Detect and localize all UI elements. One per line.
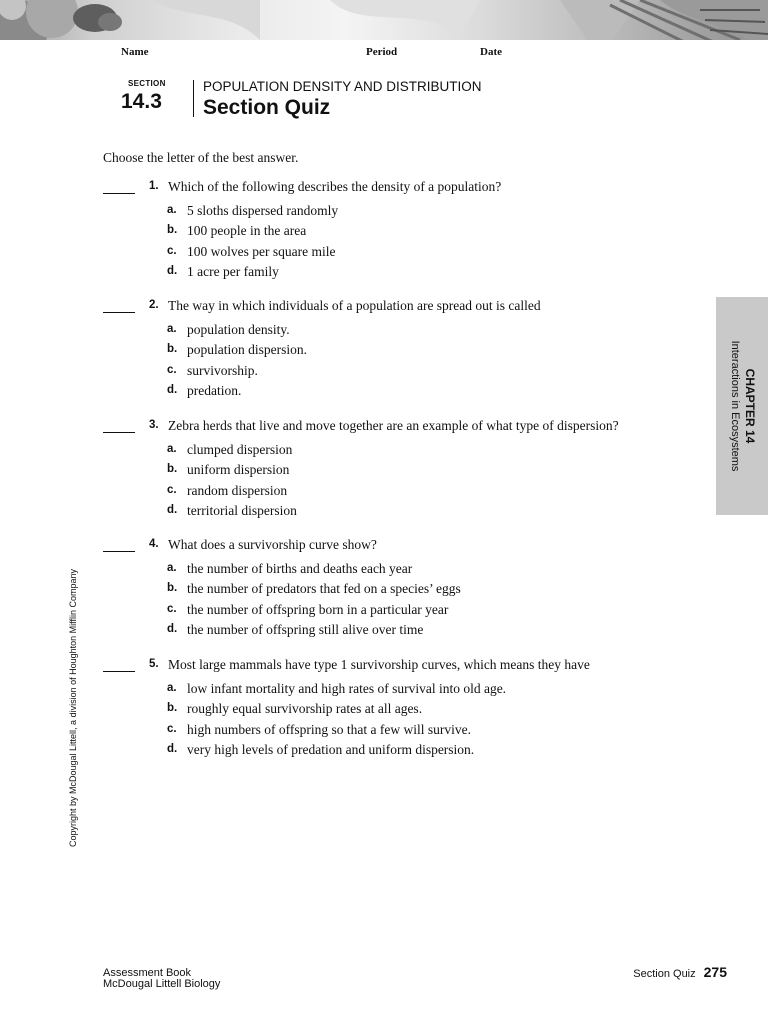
question-text: Which of the following describes the density of a population? <box>168 179 502 194</box>
option-letter: d. <box>167 743 178 756</box>
option-text: 1 acre per family <box>187 264 279 280</box>
option-text: low infant mortality and high rates of survival into old age. <box>187 681 507 696</box>
option-letter: b. <box>167 463 178 476</box>
option-text: random dispersion <box>187 482 288 498</box>
heading-divider <box>193 80 194 117</box>
option <box>103 462 703 482</box>
option <box>103 561 703 581</box>
footer-book: Assessment Book <box>103 967 192 979</box>
option-letter: b. <box>167 343 178 356</box>
option <box>103 503 703 523</box>
option <box>103 223 703 243</box>
option-text: very high levels of predation and uniform dispersion. <box>187 742 475 758</box>
date-label: Date <box>480 46 502 58</box>
option <box>103 203 703 223</box>
option <box>103 701 703 721</box>
question-text: What does a survivorship curve show? <box>168 537 377 552</box>
question-number: 2. <box>149 299 159 311</box>
option <box>103 742 703 762</box>
option-text: clumped dispersion <box>187 442 293 457</box>
option-letter: c. <box>167 722 177 735</box>
option-letter: a. <box>167 682 177 694</box>
footer-right <box>633 964 727 980</box>
option-letter: b. <box>167 224 178 237</box>
question-text: The way in which individuals of a population are spread out is called <box>168 298 541 313</box>
option-text: uniform dispersion <box>187 462 290 478</box>
option-text: high numbers of offspring so that a few will survive. <box>187 721 471 737</box>
question-number: 4. <box>149 538 159 550</box>
section-number: 14.3 <box>121 90 162 113</box>
option-letter: c. <box>167 483 177 496</box>
chapter-title: Interactions in Ecosystems <box>729 340 741 472</box>
name-label: Name <box>121 46 149 58</box>
answer-blank-5[interactable] <box>103 671 135 672</box>
option-text: the number of predators that fed on a species’ eggs <box>187 581 461 597</box>
question-5 <box>103 657 703 763</box>
answer-blank-2[interactable] <box>103 312 135 313</box>
option-text: the number of births and deaths each year <box>187 561 413 576</box>
option-text: territorial dispersion <box>187 503 297 519</box>
chapter-number: CHAPTER 14 <box>743 368 757 444</box>
option-text: roughly equal survivorship rates at all ages. <box>187 701 423 717</box>
option-letter: a. <box>167 562 177 574</box>
option-letter: a. <box>167 323 177 335</box>
option <box>103 722 703 742</box>
option <box>103 342 703 362</box>
option-letter: d. <box>167 504 178 517</box>
option-text: the number of offspring born in a particular year <box>187 601 449 617</box>
option-letter: c. <box>167 602 177 615</box>
page-number: 275 <box>703 964 727 980</box>
option-letter: d. <box>167 265 178 278</box>
option-text: 5 sloths dispersed randomly <box>187 203 339 218</box>
instructions: Choose the letter of the best answer. <box>103 150 299 165</box>
question-text: Most large mammals have type 1 survivorship curves, which means they have <box>168 657 590 672</box>
option <box>103 244 703 264</box>
option-text: population density. <box>187 322 290 337</box>
chapter-tab-text <box>727 341 757 472</box>
option-letter: d. <box>167 384 178 397</box>
question-4 <box>103 537 703 643</box>
option <box>103 383 703 403</box>
page-title: Section Quiz <box>203 96 331 119</box>
option-letter: d. <box>167 623 178 636</box>
option-letter: a. <box>167 204 177 216</box>
option <box>103 264 703 284</box>
option-letter: c. <box>167 363 177 376</box>
footer-series: McDougal Littell Biology <box>103 978 221 990</box>
question-number: 1. <box>149 180 159 192</box>
option-text: population dispersion. <box>187 342 307 358</box>
option <box>103 622 703 642</box>
option-text: survivorship. <box>187 362 258 378</box>
option-text: 100 wolves per square mile <box>187 243 336 259</box>
copyright-notice: Copyright by McDougal Littell, a division of Houghton Mifflin Company <box>68 569 78 847</box>
section-subtitle: POPULATION DENSITY AND DISTRIBUTION <box>203 79 482 94</box>
footer-section: Section Quiz <box>633 968 696 980</box>
option-letter: b. <box>167 582 178 595</box>
option <box>103 322 703 342</box>
option <box>103 581 703 601</box>
option <box>103 363 703 383</box>
option-text: the number of offspring still alive over time <box>187 622 424 638</box>
question-2 <box>103 298 703 404</box>
section-label: SECTION <box>128 79 166 88</box>
option <box>103 483 703 503</box>
option <box>103 602 703 622</box>
answer-blank-1[interactable] <box>103 193 135 194</box>
option-letter: c. <box>167 244 177 257</box>
question-number: 5. <box>149 658 159 670</box>
question-3 <box>103 418 703 524</box>
footer-left <box>103 968 220 990</box>
option-letter: b. <box>167 702 178 715</box>
answer-blank-4[interactable] <box>103 551 135 552</box>
option <box>103 681 703 701</box>
question-number: 3. <box>149 419 159 431</box>
question-1 <box>103 179 703 285</box>
option-letter: a. <box>167 443 177 455</box>
option-text: 100 people in the area <box>187 223 307 239</box>
question-text: Zebra herds that live and move together are an example of what type of dispersion? <box>168 418 619 433</box>
option <box>103 442 703 462</box>
period-label: Period <box>366 46 398 58</box>
option-text: predation. <box>187 383 242 399</box>
answer-blank-3[interactable] <box>103 432 135 433</box>
